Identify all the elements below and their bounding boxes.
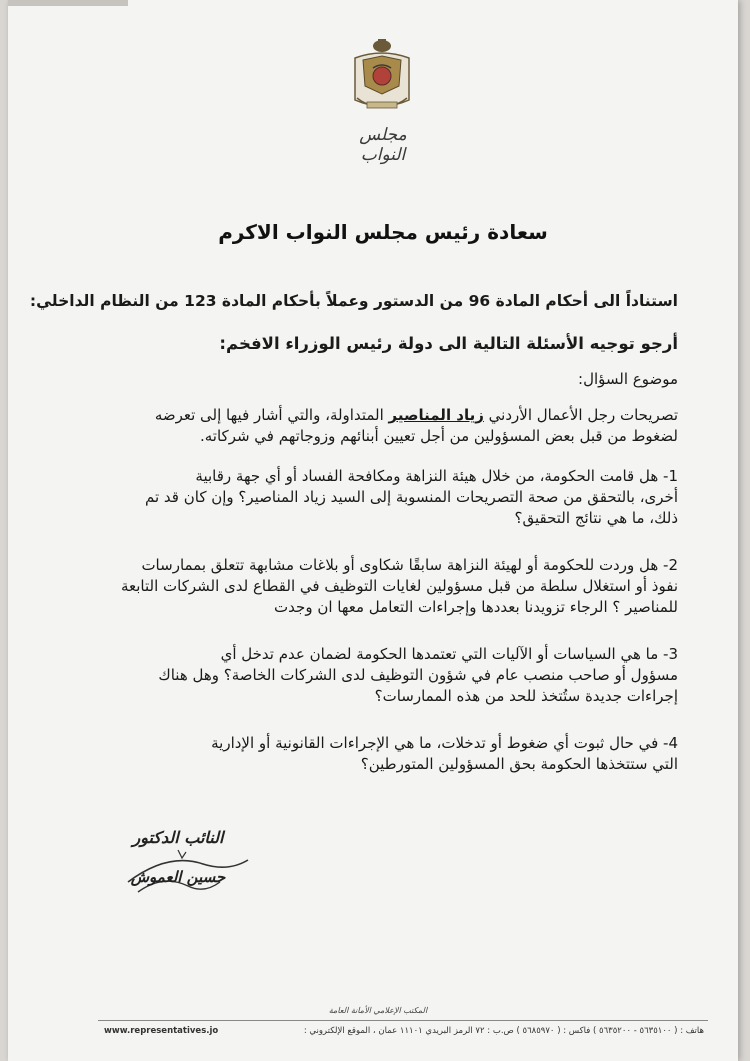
salutation-heading: سعادة رئيس مجلس النواب الاكرم (218, 220, 548, 244)
person-name: زياد المناصير (388, 406, 484, 424)
question-2 (58, 555, 678, 618)
question-3 (58, 644, 678, 707)
page-edge-strip (8, 0, 128, 6)
question-line: ذلك، ما هي نتائج التحقيق؟ (514, 509, 678, 527)
signatory-title: النائب الدكتور (132, 828, 224, 847)
question-line: نفوذ أو استغلال سلطة من قبل مسؤولين لغايات التوظيف في القطاع لدى الشركات التابعة (120, 577, 678, 595)
statement-line-1: تصريحات رجل الأعمال الأردني زياد المناصير المتداولة، والتي أشار فيها إلى تعرضه (154, 406, 678, 424)
question-line: 1- هل قامت الحكومة، من خلال هيئة النزاهة ومكافحة الفساد أو أي جهة رقابية (195, 467, 678, 485)
question-line: للمناصير ؟ الرجاء تزويدنا بعددها وإجراءات التعامل معها ان وجدت (274, 598, 678, 616)
statement-paragraph (58, 405, 678, 447)
question-line: مسؤول أو صاحب منصب عام في شؤون التوظيف لدى الشركات الخاصة؟ وهل هناك (158, 666, 678, 684)
footer-website: www.representatives.jo (104, 1026, 219, 1036)
question-line: التي ستتخذها الحكومة بحق المسؤولين المتورطين؟ (360, 755, 678, 773)
org-name-script: مجلس النواب (359, 125, 407, 165)
coat-of-arms-emblem-icon (349, 38, 415, 118)
statement-line-2: لضغوط من قبل بعض المسؤولين من أجل تعيين أبنائهم وزوجاتهم في شركاته. (200, 427, 678, 445)
question-4 (58, 733, 678, 775)
question-line: 2- هل وردت للحكومة أو لهيئة النزاهة سابقًا شكاوى أو بلاغات مشابهة تتعلق بممارسات (141, 556, 678, 574)
question-1 (58, 466, 678, 529)
question-line: أخرى، بالتحقق من صحة التصريحات المنسوبة إلى السيد زياد المناصير؟ وإن كان قد تم (145, 488, 678, 506)
signatory-name: حسين العموش (130, 868, 226, 886)
request-line: أرجو توجيه الأسئلة التالية الى دولة رئيس الوزراء الافخم: (219, 334, 678, 353)
footer-contact-info: هاتف : ( ٥٦٣٥١٠٠ - ٥٦٣٥٢٠٠ ) فاكس : ( ٥٦٨٥٩٧٠ ) ص.ب : ٧٢ الرمز البريدي ١١١٠١ عمان ، الموقع الإلكتروني : (303, 1026, 704, 1036)
question-line: 4- في حال ثبوت أي ضغوط أو تدخلات، ما هي الإجراءات القانونية أو الإدارية (211, 734, 678, 752)
footer-brand: المكتب الإعلامي الأمانة العامة (328, 1006, 428, 1015)
letter-page (8, 0, 738, 1061)
question-line: إجراءات جديدة ستُتخذ للحد من هذه الممارسات؟ (374, 687, 678, 705)
legal-basis-line: استناداً الى أحكام المادة 96 من الدستور وعملاً بأحكام المادة 123 من النظام الداخلي: (29, 292, 678, 310)
subject-label: موضوع السؤال: (578, 370, 678, 388)
question-line: 3- ما هي السياسات أو الآليات التي تعتمدها الحكومة لضمان عدم تدخل أي (220, 645, 678, 663)
footer-divider (98, 1020, 708, 1021)
